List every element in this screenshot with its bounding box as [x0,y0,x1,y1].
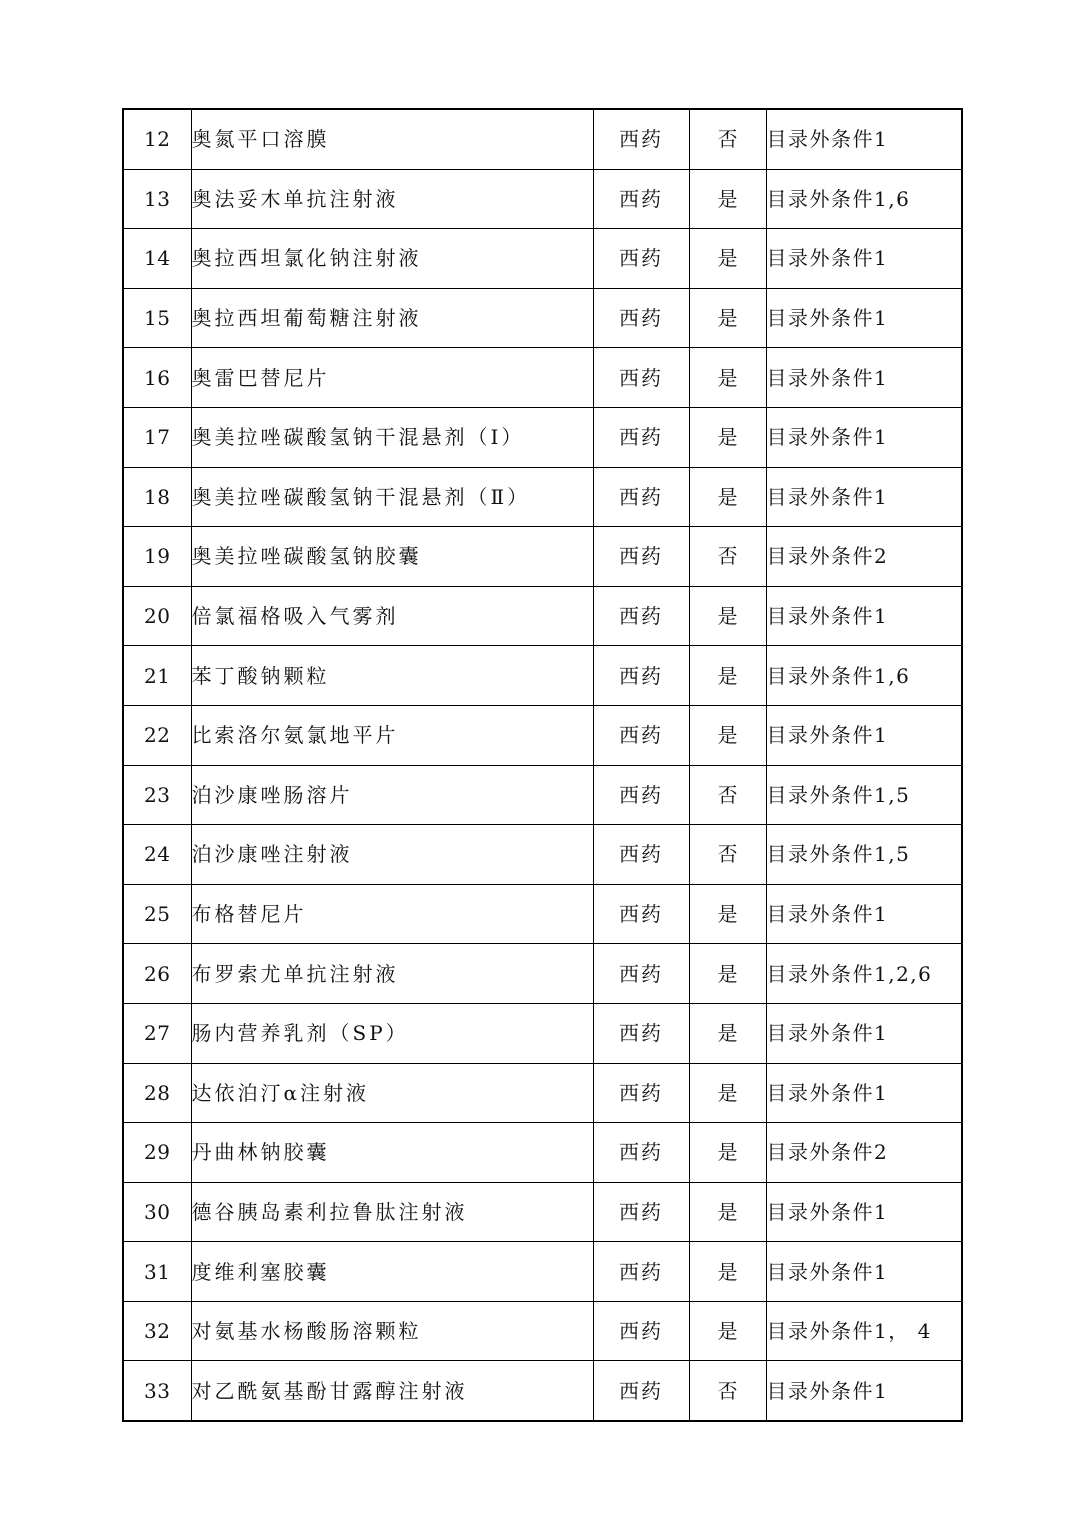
condition-cell: 目录外条件1,5 [766,765,962,825]
drug-name-cell: 丹曲林钠胶囊 [191,1123,593,1183]
drug-type-cell: 西药 [593,348,689,408]
drug-type-cell: 西药 [593,705,689,765]
condition-cell: 目录外条件1,2,6 [766,944,962,1004]
table-body [123,109,962,1421]
condition-cell: 目录外条件1 [766,229,962,289]
drug-type-cell: 西药 [593,1003,689,1063]
drug-name-cell: 度维利塞胶囊 [191,1242,593,1302]
row-number-cell: 31 [123,1242,191,1302]
table-row [123,1123,962,1183]
row-number-cell: 16 [123,348,191,408]
drug-name-cell: 对氨基水杨酸肠溶颗粒 [191,1301,593,1361]
condition-cell: 目录外条件2 [766,527,962,587]
row-number-cell: 28 [123,1063,191,1123]
yes-no-cell: 否 [689,527,766,587]
row-number-cell: 13 [123,169,191,229]
table-row [123,169,962,229]
yes-no-cell: 否 [689,1361,766,1421]
row-number-cell: 26 [123,944,191,1004]
row-number-cell: 27 [123,1003,191,1063]
drug-type-cell: 西药 [593,229,689,289]
row-number-cell: 20 [123,586,191,646]
table-row [123,229,962,289]
drug-type-cell: 西药 [593,1123,689,1183]
drug-type-cell: 西药 [593,944,689,1004]
table-row [123,348,962,408]
yes-no-cell: 是 [689,169,766,229]
yes-no-cell: 是 [689,586,766,646]
yes-no-cell: 是 [689,407,766,467]
table-row [123,1301,962,1361]
drug-name-cell: 肠内营养乳剂（SP） [191,1003,593,1063]
drug-list-table [122,108,963,1422]
table-row [123,527,962,587]
table-row [123,705,962,765]
row-number-cell: 21 [123,646,191,706]
drug-name-cell: 苯丁酸钠颗粒 [191,646,593,706]
drug-name-cell: 奥美拉唑碳酸氢钠胶囊 [191,527,593,587]
condition-cell: 目录外条件1 [766,407,962,467]
yes-no-cell: 是 [689,1063,766,1123]
drug-name-cell: 德谷胰岛素利拉鲁肽注射液 [191,1182,593,1242]
table-row [123,1003,962,1063]
drug-name-cell: 奥氮平口溶膜 [191,109,593,169]
condition-cell: 目录外条件1 [766,705,962,765]
row-number-cell: 22 [123,705,191,765]
table-row [123,288,962,348]
row-number-cell: 25 [123,884,191,944]
drug-type-cell: 西药 [593,407,689,467]
table-row [123,1242,962,1302]
row-number-cell: 18 [123,467,191,527]
condition-cell: 目录外条件1 [766,1063,962,1123]
condition-cell: 目录外条件1 [766,1003,962,1063]
drug-name-cell: 奥美拉唑碳酸氢钠干混悬剂（I） [191,407,593,467]
condition-cell: 目录外条件1， 4 [766,1301,962,1361]
table-row [123,109,962,169]
yes-no-cell: 是 [689,884,766,944]
table-row [123,1182,962,1242]
yes-no-cell: 否 [689,825,766,885]
drug-name-cell: 泊沙康唑注射液 [191,825,593,885]
drug-type-cell: 西药 [593,884,689,944]
yes-no-cell: 是 [689,1123,766,1183]
condition-cell: 目录外条件2 [766,1123,962,1183]
table-row [123,944,962,1004]
row-number-cell: 23 [123,765,191,825]
table-row [123,884,962,944]
drug-type-cell: 西药 [593,169,689,229]
drug-type-cell: 西药 [593,646,689,706]
drug-name-cell: 达依泊汀α注射液 [191,1063,593,1123]
yes-no-cell: 是 [689,348,766,408]
drug-type-cell: 西药 [593,1242,689,1302]
drug-name-cell: 奥拉西坦氯化钠注射液 [191,229,593,289]
table-row [123,825,962,885]
row-number-cell: 12 [123,109,191,169]
yes-no-cell: 否 [689,765,766,825]
yes-no-cell: 是 [689,705,766,765]
condition-cell: 目录外条件1,6 [766,646,962,706]
row-number-cell: 30 [123,1182,191,1242]
yes-no-cell: 是 [689,467,766,527]
table-row [123,586,962,646]
yes-no-cell: 是 [689,1242,766,1302]
row-number-cell: 33 [123,1361,191,1421]
row-number-cell: 32 [123,1301,191,1361]
drug-type-cell: 西药 [593,1063,689,1123]
row-number-cell: 17 [123,407,191,467]
condition-cell: 目录外条件1 [766,348,962,408]
row-number-cell: 15 [123,288,191,348]
yes-no-cell: 是 [689,944,766,1004]
drug-type-cell: 西药 [593,527,689,587]
drug-name-cell: 倍氯福格吸入气雾剂 [191,586,593,646]
drug-name-cell: 奥雷巴替尼片 [191,348,593,408]
drug-type-cell: 西药 [593,467,689,527]
condition-cell: 目录外条件1 [766,884,962,944]
drug-type-cell: 西药 [593,825,689,885]
yes-no-cell: 是 [689,1301,766,1361]
drug-name-cell: 对乙酰氨基酚甘露醇注射液 [191,1361,593,1421]
condition-cell: 目录外条件1 [766,109,962,169]
drug-name-cell: 比索洛尔氨氯地平片 [191,705,593,765]
yes-no-cell: 是 [689,646,766,706]
condition-cell: 目录外条件1 [766,288,962,348]
yes-no-cell: 是 [689,1003,766,1063]
drug-type-cell: 西药 [593,765,689,825]
row-number-cell: 19 [123,527,191,587]
yes-no-cell: 是 [689,229,766,289]
drug-type-cell: 西药 [593,1182,689,1242]
condition-cell: 目录外条件1 [766,1361,962,1421]
row-number-cell: 24 [123,825,191,885]
drug-name-cell: 泊沙康唑肠溶片 [191,765,593,825]
yes-no-cell: 否 [689,109,766,169]
drug-name-cell: 布罗索尤单抗注射液 [191,944,593,1004]
table-row [123,407,962,467]
condition-cell: 目录外条件1,6 [766,169,962,229]
yes-no-cell: 是 [689,288,766,348]
table-row [123,1063,962,1123]
condition-cell: 目录外条件1 [766,586,962,646]
yes-no-cell: 是 [689,1182,766,1242]
drug-type-cell: 西药 [593,288,689,348]
drug-name-cell: 奥拉西坦葡萄糖注射液 [191,288,593,348]
drug-type-cell: 西药 [593,1301,689,1361]
table-row [123,765,962,825]
condition-cell: 目录外条件1,5 [766,825,962,885]
drug-name-cell: 布格替尼片 [191,884,593,944]
condition-cell: 目录外条件1 [766,1182,962,1242]
drug-type-cell: 西药 [593,586,689,646]
row-number-cell: 29 [123,1123,191,1183]
drug-name-cell: 奥法妥木单抗注射液 [191,169,593,229]
table-row [123,646,962,706]
drug-type-cell: 西药 [593,1361,689,1421]
row-number-cell: 14 [123,229,191,289]
drug-type-cell: 西药 [593,109,689,169]
drug-name-cell: 奥美拉唑碳酸氢钠干混悬剂（Ⅱ） [191,467,593,527]
table-row [123,1361,962,1421]
condition-cell: 目录外条件1 [766,467,962,527]
table-row [123,467,962,527]
condition-cell: 目录外条件1 [766,1242,962,1302]
